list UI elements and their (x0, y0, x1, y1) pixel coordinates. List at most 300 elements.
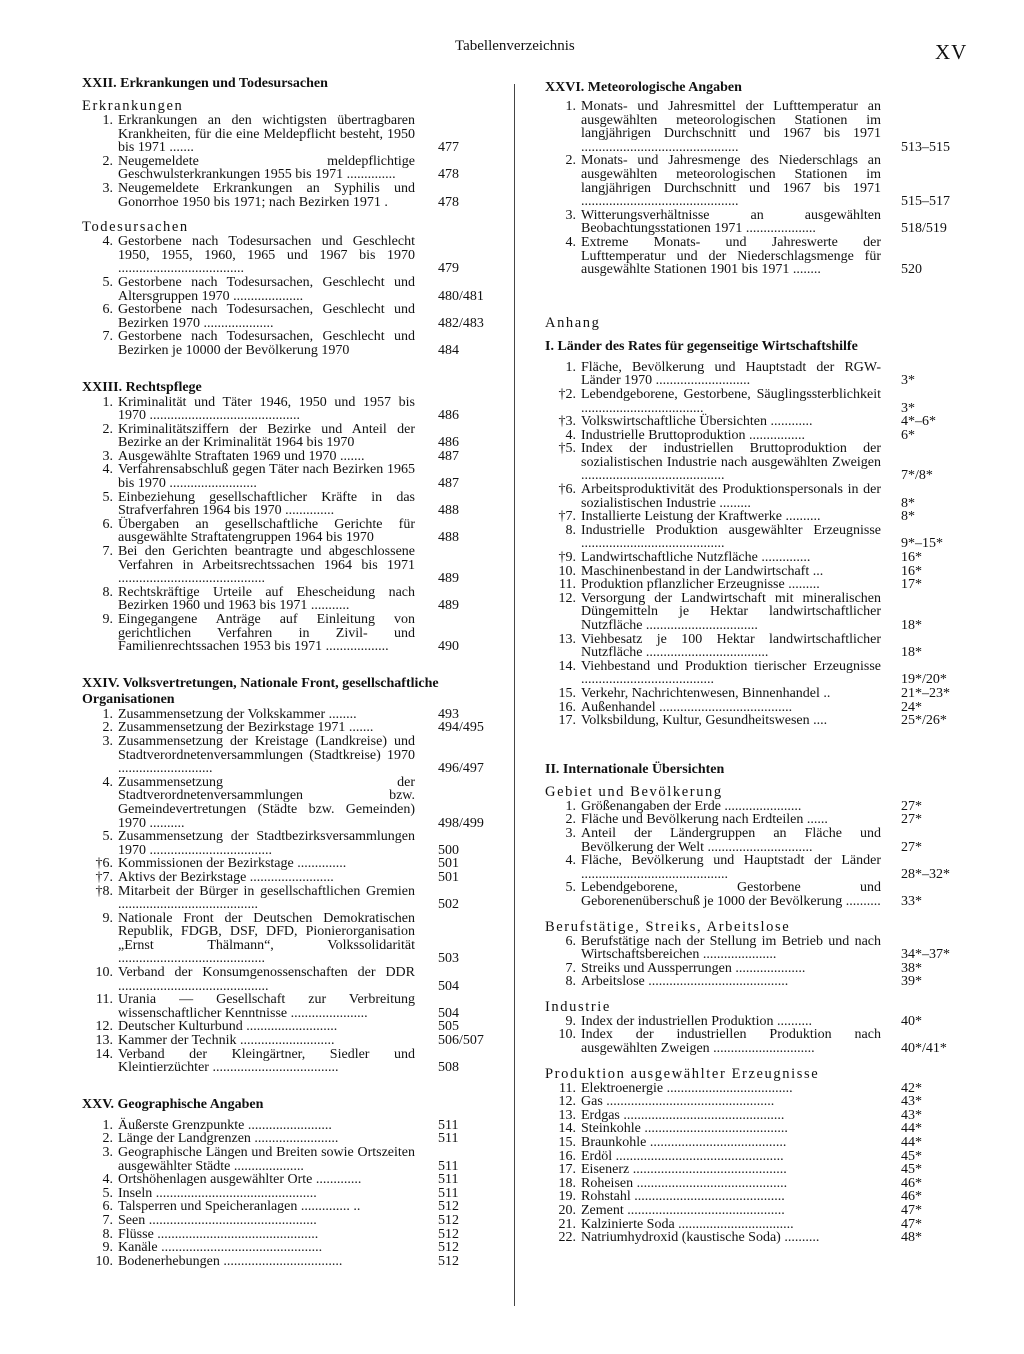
toc-entry (82, 1214, 467, 1228)
entry-number: 12. (558, 590, 576, 606)
entry-number: 3. (102, 1145, 113, 1160)
group-title: Berufstätige, Streiks, Arbeitslose (545, 918, 791, 935)
entry-number: 15. (558, 685, 576, 701)
entry-title: Zusammensetzung der Bezirkstage 1971 ....... (118, 720, 374, 736)
entry-page: 511 (438, 1131, 459, 1147)
toc-entry (82, 463, 467, 490)
entry-title: Eisenerz ............................................ (581, 1162, 787, 1178)
entry-title: Einbeziehung gesellschaftlicher Kräfte in das Strafverfahren 1964 bis 1970 .............. (118, 489, 415, 519)
toc-entry (82, 1228, 467, 1242)
entry-number: 10. (558, 563, 576, 579)
toc-entry (82, 1146, 467, 1173)
entry-page: 478 (438, 167, 459, 183)
entry-number: 5. (102, 274, 113, 290)
entry-list (545, 361, 955, 728)
entry-list (82, 114, 467, 209)
entry-title: Kriminalität und Täter 1946, 1950 und 1957 bis 1970 ........................................... (118, 394, 415, 424)
entry-title: Natriumhydroxid (kaustische Soda) .......... (581, 1230, 820, 1246)
entry-page: 512 (438, 1240, 459, 1256)
toc-entry (545, 1015, 955, 1029)
entry-page: 9*–15* (901, 536, 943, 552)
toc-entry (545, 483, 955, 510)
entry-page: 500 (438, 842, 459, 858)
entry-page: 494/495 (438, 720, 484, 736)
entry-page: 46* (901, 1189, 922, 1205)
entry-page: 24* (901, 699, 922, 715)
entry-title: Zusammensetzung der Kreistage (Landkreise) und Stadtverordnetenversammlungen (Stadtkreise) 1970 ........................... (118, 733, 415, 777)
entry-number: 14. (558, 658, 576, 674)
entry-list (82, 1119, 467, 1269)
toc-entry (545, 1163, 955, 1177)
entry-page: 7*/8* (901, 468, 933, 484)
entry-title: Kommissionen der Bezirkstage .............. (118, 856, 347, 872)
section-title: XXV. Geographische Angaben (82, 1096, 264, 1112)
entry-page: 44* (901, 1135, 922, 1151)
entry-title: Übergaben an gesellschaftliche Gerichte für ausgewählte Straftatengruppen 1964 bis 1970 (118, 516, 415, 546)
entry-title: Industrielle Produktion ausgewählter Erzeugnisse ......................................... (581, 522, 881, 552)
entry-title: Zusammensetzung der Stadtbezirksversammlungen 1970 ................................... (118, 829, 415, 858)
entry-title: Zement ............................................. (581, 1203, 785, 1218)
entry-page: 503 (438, 951, 459, 967)
entry-title: Kalzinierte Soda ................................. (581, 1216, 794, 1232)
entry-page: 39* (901, 974, 922, 990)
entry-title: Versorgung der Landwirtschaft mit mineralischen Düngemitteln je Hektar landwirtschaftlicher Nutzfläche ................................ (581, 590, 881, 633)
entry-page: 21*–23* (901, 685, 950, 701)
toc-entry (82, 857, 467, 871)
entry-title: Fläche, Bevölkerung und Hauptstadt der RGW-Länder 1970 ........................... (581, 359, 881, 389)
entry-title: Industrielle Bruttoproduktion ................ (581, 427, 805, 443)
entry-page: 490 (438, 639, 459, 655)
entry-page: 478 (438, 194, 459, 210)
entry-title: Index der industriellen Produktion .......... (581, 1013, 812, 1029)
entry-number: 8. (565, 974, 576, 990)
toc-entry (545, 1028, 955, 1055)
toc-entry (82, 423, 467, 450)
entry-number: 3. (102, 733, 113, 749)
entry-title: Extreme Monats- und Jahreswerte der Lufttemperatur und der Niederschlagsmenge für ausgewählte Stationen 1901 bis 1971 ........ (581, 234, 881, 278)
entry-title: Verband der Konsumgenossenschaften der DDR ........................................... (118, 965, 415, 994)
entry-title: Gas ................................................ (581, 1094, 775, 1110)
entry-page: 512 (438, 1212, 459, 1228)
entry-title: Kammer der Technik ........................... (118, 1033, 335, 1049)
toc-entry (545, 935, 955, 962)
entry-title: Verkehr, Nachrichtenwesen, Binnenhandel .. (581, 685, 831, 701)
entry-title: Äußerste Grenzpunkte ........................ (118, 1117, 332, 1133)
toc-entry (82, 1020, 467, 1034)
entry-title: Witterungsverhältnisse an ausgewählten Beobachtungsstationen 1971 .................... (581, 207, 881, 237)
entry-page: 16* (901, 563, 922, 579)
entry-number: 4. (102, 462, 113, 478)
entry-title: Monats- und Jahresmittel der Lufttemperatur an ausgewählten meteorologischen Stationen im langjährigen Durchschnitt und 1967 bis 1971 ............................................. (581, 99, 881, 155)
entry-title: Ausgewählte Straftaten 1969 und 1970 ....... (118, 448, 365, 464)
entry-number: 3. (102, 448, 113, 464)
entry-title: Urania — Gesellschaft zur Verbreitung wissenschaftlicher Kenntnisse ...................... (118, 992, 415, 1021)
entry-page: 6* (901, 427, 915, 443)
entry-list (545, 935, 955, 989)
entry-title: Lebendgeborene, Gestorbene und Geborenenüberschuß je 1000 der Bevölkerung .......... (581, 880, 881, 909)
entry-page: 488 (438, 530, 459, 546)
toc-entry (82, 1132, 467, 1146)
entry-page: 42* (901, 1080, 922, 1096)
entry-number: 13. (95, 1033, 113, 1049)
entry-page: 506/507 (438, 1033, 484, 1049)
entry-number: 8. (565, 522, 576, 538)
entry-number: 11. (559, 1080, 576, 1096)
entry-page: 46* (901, 1175, 922, 1191)
entry-title: Erdöl ................................................ (581, 1148, 784, 1164)
entry-title: Bodenerhebungen .................................. (118, 1253, 343, 1269)
entry-page: 493 (438, 706, 459, 722)
entry-number: †5. (558, 441, 576, 457)
toc-entry (82, 993, 467, 1020)
entry-number: 14. (95, 1046, 113, 1062)
toc-entry (82, 450, 467, 464)
page-number: XV (935, 40, 968, 64)
toc-entry (82, 1119, 467, 1133)
entry-page: 4*–6* (901, 414, 936, 430)
entry-number: 9. (102, 1240, 113, 1256)
entry-title: Lebendgeborene, Gestorbene, Säuglingssterblichkeit ................................... (581, 386, 881, 416)
entry-number: 4. (102, 1172, 113, 1188)
entry-page: 486 (438, 408, 459, 424)
entry-page: 496/497 (438, 761, 484, 777)
entry-number: 19. (558, 1189, 576, 1205)
entry-list (82, 396, 467, 654)
entry-title: Gestorbene nach Todesursachen und Geschlecht 1950, 1955, 1960, 1965 und 1967 bis 1970 .................................... (118, 234, 415, 277)
entry-number: 11. (96, 992, 113, 1008)
toc-entry (82, 912, 467, 966)
entry-number: 10. (558, 1027, 576, 1043)
entry-page: 38* (901, 960, 922, 976)
toc-entry (545, 1082, 955, 1096)
entry-page: 27* (901, 839, 922, 855)
entry-title: Anteil der Ländergruppen an Fläche und Bevölkerung der Welt .............................. (581, 825, 881, 855)
entry-page: 8* (901, 509, 915, 525)
toc-entry (82, 733, 484, 777)
entry-title: Landwirtschaftliche Nutzfläche .............. (581, 550, 811, 566)
entry-page: 512 (438, 1226, 459, 1242)
entry-list (545, 100, 955, 277)
toc-entry (82, 1241, 467, 1255)
entry-number: †8. (95, 883, 113, 899)
toc-entry (82, 774, 484, 831)
group-title: Industrie (545, 998, 611, 1015)
entry-number: †2. (558, 386, 576, 402)
entry-number: 5. (102, 1185, 113, 1201)
entry-page: 28*–32* (901, 866, 950, 882)
entry-title: Elektroenergie .................................... (581, 1080, 793, 1096)
entry-list (545, 800, 955, 909)
entry-title: Roheisen ........................................... (581, 1175, 788, 1191)
entry-title: Erdgas .............................................. (581, 1107, 785, 1123)
section-title: XXVI. Meteorologische Angaben (545, 80, 742, 95)
entry-number: 6. (102, 516, 113, 532)
entry-number: 15. (558, 1135, 576, 1151)
entry-list (545, 1015, 955, 1056)
entry-title: Außenhandel ...................................... (581, 699, 793, 715)
toc-entry (545, 592, 955, 633)
entry-title: Ortshöhenlagen ausgewählter Orte ............. (118, 1172, 362, 1188)
entry-title: Rechtskräftige Urteile auf Ehescheidung nach Bezirken 1960 und 1963 bis 1971 ........... (118, 584, 415, 614)
toc-entry (82, 396, 467, 423)
entry-number: †6. (95, 856, 113, 872)
entry-number: 5. (102, 489, 113, 505)
entry-page: 482/483 (438, 315, 484, 331)
toc-entry (545, 1095, 955, 1109)
toc-entry (545, 1136, 955, 1150)
entry-list (82, 234, 484, 358)
entry-page: 488 (438, 503, 459, 519)
toc-entry (545, 442, 955, 483)
entry-title: Deutscher Kulturbund .......................... (118, 1019, 338, 1035)
entry-title: Berufstätige nach der Stellung im Betrieb und nach Wirtschaftsbereichen ..................... (581, 933, 881, 963)
entry-title: Bei den Gerichten beantragte und abgeschlossene Verfahren in Arbeitsrechtssachen 1964 bis 1971 .......................................... (118, 544, 415, 587)
entry-list (82, 706, 484, 1076)
entry-number: 2. (102, 153, 113, 169)
entry-page: 44* (901, 1121, 922, 1137)
toc-entry (545, 854, 955, 881)
entry-title: Inseln .............................................. (118, 1185, 317, 1201)
entry-number: 7. (102, 329, 113, 345)
entry-number: 2. (565, 812, 576, 828)
toc-entry (82, 330, 467, 357)
entry-page: 8* (901, 495, 915, 511)
entry-number: 1. (102, 706, 113, 722)
group-title: Produktion ausgewählter Erzeugnisse (545, 1065, 820, 1082)
entry-page: 512 (438, 1253, 459, 1269)
entry-page: 25*/26* (901, 713, 947, 729)
toc-entry (82, 1173, 467, 1187)
entry-number: 3. (565, 207, 576, 223)
toc-entry (82, 1255, 467, 1269)
entry-number: 16. (558, 699, 576, 715)
entry-page: 504 (438, 1005, 459, 1021)
entry-number: 8. (102, 1226, 113, 1242)
entry-page: 489 (438, 598, 459, 614)
toc-entry (82, 966, 467, 993)
toc-entry (545, 701, 955, 715)
entry-title: Kanäle .............................................. (118, 1240, 323, 1256)
toc-entry (545, 524, 955, 551)
toc-entry (545, 633, 955, 660)
entry-number: 5. (102, 829, 113, 845)
entry-title: Volksbildung, Kultur, Gesundheitswesen .... (581, 713, 828, 729)
entry-number: 1. (565, 99, 576, 114)
toc-entry (82, 708, 467, 722)
section-title: II. Internationale Übersichten (545, 761, 725, 777)
toc-entry (82, 871, 467, 885)
appendix-title: Anhang (545, 314, 601, 331)
toc-entry (82, 885, 467, 912)
entry-page: 504 (438, 978, 459, 994)
toc-entry (82, 235, 467, 276)
entry-title: Gestorbene nach Todesursachen, Geschlecht und Bezirken 1970 .................... (118, 302, 415, 331)
entry-number: 7. (102, 544, 113, 560)
entry-page: 45* (901, 1148, 922, 1164)
entry-title: Viehbesatz je 100 Hektar landwirtschaftlicher Nutzfläche ................................... (581, 631, 881, 661)
entry-title: Steinkohle ......................................... (581, 1121, 788, 1137)
entry-number: 8. (102, 584, 113, 600)
entry-page: 27* (901, 798, 922, 814)
entry-page: 479 (438, 261, 459, 277)
entry-number: 12. (95, 1019, 113, 1035)
entry-title: Aktivs der Bezirkstage ........................ (118, 869, 334, 885)
entry-title: Arbeitsproduktivität des Produktionspersonals in der sozialistischen Industrie ......... (581, 482, 881, 511)
toc-entry (82, 1048, 467, 1075)
toc-entry (545, 1231, 955, 1245)
entry-page: 486 (438, 435, 459, 451)
entry-title: Monats- und Jahresmenge des Niederschlags an ausgewählten meteorologischen Stationen im langjährigen Durchschnitt und 1967 bis 1971 ............................................. (581, 153, 881, 210)
toc-entry (545, 1177, 955, 1191)
entry-page: 501 (438, 856, 459, 872)
toc-entry (82, 1187, 467, 1201)
entry-number: †6. (558, 482, 576, 498)
entry-page: 520 (901, 262, 922, 278)
toc-entry (545, 800, 955, 814)
entry-page: 511 (438, 1158, 459, 1174)
entry-number: †9. (558, 550, 576, 566)
entry-title: Neugemeldete Erkrankungen an Syphilis und Gonorrhoe 1950 bis 1971; nach Bezirken 1971 . (118, 180, 415, 210)
toc-entry (545, 687, 955, 701)
toc-entry (545, 660, 955, 687)
toc-entry (82, 491, 467, 518)
entry-page: 18* (901, 618, 922, 633)
entry-number: 13. (558, 1107, 576, 1123)
entry-page: 487 (438, 476, 459, 492)
entry-page: 47* (901, 1203, 922, 1218)
entry-number: 2. (102, 720, 113, 736)
section-title: XXIV. Volksvertretungen, Nationale Front, gesellschaftliche Organisationen (82, 675, 439, 707)
entry-number: 2. (565, 153, 576, 169)
entry-number: 1. (565, 798, 576, 814)
entry-page: 511 (438, 1185, 459, 1201)
entry-number: 4. (102, 234, 113, 250)
entry-title: Fläche und Bevölkerung nach Erdteilen ...... (581, 812, 828, 828)
toc-entry (545, 1109, 955, 1123)
entry-number: 13. (558, 631, 576, 647)
entry-page: 505 (438, 1019, 459, 1035)
entry-page: 512 (438, 1199, 459, 1215)
entry-list (545, 1082, 955, 1245)
entry-number: 6. (565, 933, 576, 949)
entry-number: 6. (102, 1199, 113, 1215)
entry-number: 12. (558, 1094, 576, 1110)
entry-title: Zusammensetzung der Volkskammer ........ (118, 706, 357, 722)
entry-page: 18* (901, 645, 922, 661)
entry-number: 1. (565, 359, 576, 375)
entry-title: Streiks und Aussperrungen .................... (581, 960, 806, 976)
entry-page: 3* (901, 400, 915, 416)
entry-number: 4. (565, 427, 576, 443)
toc-entry (545, 551, 955, 565)
section-title: XXII. Erkrankungen und Todesursachen (82, 76, 328, 91)
entry-title: Zusammensetzung der Stadtverordnetenversammlungen bzw. Gemeindevertretungen (Städte bzw. Gemeinden) 1970 .......... (118, 774, 415, 831)
entry-page: 489 (438, 571, 459, 587)
entry-page: 16* (901, 550, 922, 566)
toc-entry (545, 881, 955, 908)
entry-page: 48* (901, 1230, 922, 1246)
entry-page: 17* (901, 577, 922, 593)
toc-entry (82, 302, 484, 331)
entry-title: Maschinenbestand in der Landwirtschaft ... (581, 563, 824, 579)
entry-page: 515–517 (901, 194, 950, 210)
entry-title: Gestorbene nach Todesursachen, Geschlecht und Altersgruppen 1970 .................... (118, 274, 415, 304)
entry-title: Erkrankungen an den wichtigsten übertragbaren Krankheiten, für die eine Meldepflicht besteht, 1950 bis 1971 ....... (118, 113, 415, 156)
toc-entry (82, 518, 467, 545)
toc-entry (545, 565, 955, 579)
entry-page: 501 (438, 869, 459, 885)
entry-page: 513–515 (901, 139, 950, 155)
entry-page: 27* (901, 812, 922, 828)
toc-entry (82, 1200, 467, 1214)
entry-title: Geographische Längen und Breiten sowie Ortszeiten ausgewählter Städte .................... (118, 1145, 415, 1174)
entry-number: 1. (102, 113, 113, 128)
entry-title: Größenangaben der Erde ...................... (581, 798, 802, 814)
right-column (545, 70, 955, 1245)
toc-entry (82, 1033, 484, 1049)
entry-number: 16. (558, 1148, 576, 1164)
toc-entry (545, 813, 955, 827)
entry-number: 3. (102, 180, 113, 196)
toc-entry (545, 361, 955, 388)
section-title: XXIII. Rechtspflege (82, 379, 202, 395)
left-column (82, 70, 484, 1269)
toc-entry (545, 236, 955, 277)
entry-number: 9. (102, 910, 113, 926)
toc-entry (545, 1218, 955, 1232)
entry-number: †7. (95, 869, 113, 885)
entry-title: Arbeitslose ........................................ (581, 974, 789, 990)
toc-entry (545, 388, 955, 415)
toc-entry (545, 1204, 955, 1218)
entry-page: 43* (901, 1107, 922, 1123)
toc-entry (545, 1190, 955, 1204)
entry-number: 7. (102, 1212, 113, 1228)
entry-page: 40*/41* (901, 1041, 947, 1057)
entry-title: Index der industriellen Bruttoproduktion der sozialistischen Industrie nach ausgewählten Zweigen ......................................... (581, 441, 881, 484)
entry-title: Kriminalitätsziffern der Bezirke und Anteil der Bezirke an der Kriminalität 1964 bis 1970 (118, 421, 415, 451)
entry-title: Installierte Leistung der Kraftwerke .......... (581, 509, 821, 525)
toc-entry (545, 578, 955, 592)
group-title: Gebiet und Bevölkerung (545, 783, 723, 800)
entry-page: 487 (438, 448, 459, 464)
entry-page: 43* (901, 1094, 922, 1110)
entry-number: 4. (565, 853, 576, 869)
entry-number: †7. (558, 509, 576, 525)
entry-title: Neugemeldete meldepflichtige Geschwulsterkrankungen 1955 bis 1971 .............. (118, 153, 415, 183)
entry-number: 22. (558, 1230, 576, 1246)
toc-entry (82, 830, 467, 857)
toc-entry (82, 720, 484, 736)
entry-title: Flüsse .............................................. (118, 1226, 319, 1242)
entry-number: 5. (565, 880, 576, 896)
entry-page: 40* (901, 1013, 922, 1029)
toc-entry (545, 827, 955, 854)
entry-number: 1. (102, 394, 113, 410)
entry-number: 9. (102, 612, 113, 627)
entry-number: 2. (102, 1131, 113, 1147)
entry-page: 502 (438, 897, 459, 913)
entry-number: 21. (558, 1216, 576, 1232)
entry-title: Gestorbene nach Todesursachen, Geschlecht und Bezirken je 10000 der Bevölkerung 1970 (118, 329, 415, 358)
entry-page: 34*–37* (901, 947, 950, 963)
entry-number: 17. (558, 713, 576, 729)
entry-page: 498/499 (438, 815, 484, 831)
section-title: I. Länder des Rates für gegenseitige Wirtschaftshilfe (545, 338, 858, 354)
entry-number: 4. (565, 234, 576, 250)
entry-page: 518/519 (901, 221, 947, 237)
entry-number: †3. (558, 414, 576, 430)
